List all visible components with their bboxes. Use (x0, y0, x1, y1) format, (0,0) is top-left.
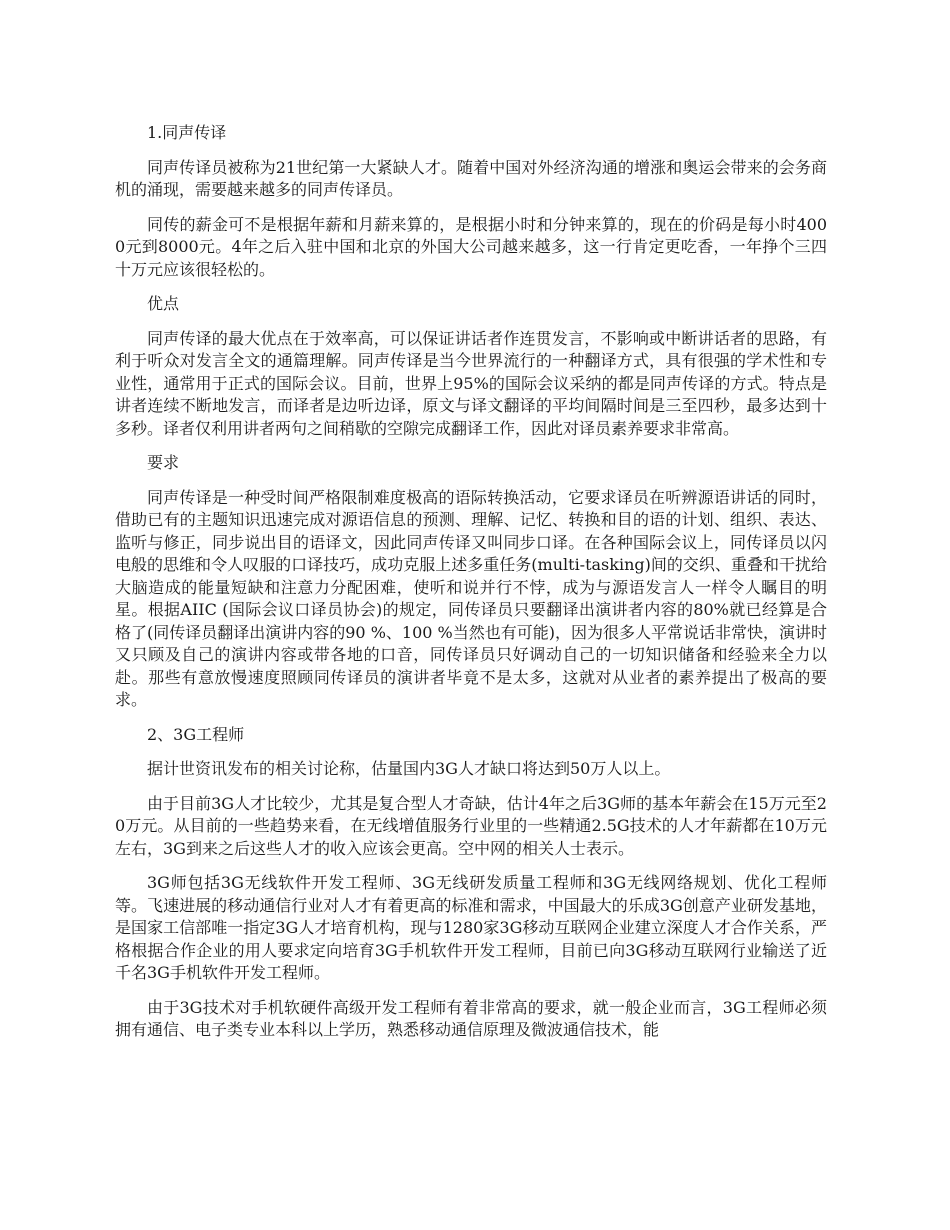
paragraph: 据计世资讯发布的相关讨论称，估量国内3G人才缺口将达到50万人以上。 (147, 759, 671, 778)
paragraph: 由于3G技术对手机软硬件高级开发工程师有着非常高的要求，就一般企业而言，3G工程师必须拥有通信、电子类专业本科以上学历，熟悉移动通信原理及微波通信技术，能 (115, 997, 827, 1039)
paragraph: 同声传译的最大优点在于效率高，可以保证讲话者作连贯发言，不影响或中断讲话者的思路，有利于听众对发言全文的通篇理解。同声传译是当今世界流行的一种翻译方式，具有很强的学术性和专业性，通常用于正式的国际会议。目前，世界上95%的国际会议采纳的都是同声传译的方式。特点是讲者连续不断地发言，而译者是边听边译，原文与译文翻译的平均间隔时间是三至四秒，最多达到十多秒。译者仅利用讲者两句之间稍歇的空隙完成翻译工作，因此对译员素养要求非常高。 (115, 328, 827, 438)
paragraph: 同传的薪金可不是根据年薪和月薪来算的，是根据小时和分钟来算的，现在的价码是每小时4000元到8000元。4年之后入驻中国和北京的外国大公司越来越多，这一行肯定更吃香，一年挣个三四十万元应该很轻松的。 (115, 214, 827, 279)
paragraph: 由于目前3G人才比较少，尤其是复合型人才奇缺，估计4年之后3G师的基本年薪会在15万元至20万元。从目前的一些趋势来看，在无线增值服务行业里的一些精通2.5G技术的人才年薪都在10万元左右，3G到来之后这些人才的收入应该会更高。空中网的相关人士表示。 (115, 793, 827, 858)
paragraph: 同声传译员被称为21世纪第一大紧缺人才。随着中国对外经济沟通的增涨和奥运会带来的会务商机的涌现，需要越来越多的同声传译员。 (115, 157, 827, 199)
paragraph: 同声传译是一种受时间严格限制难度极高的语际转换活动，它要求译员在听辨源语讲话的同时，借助已有的主题知识迅速完成对源语信息的预测、理解、记忆、转换和目的语的计划、组织、表达、监听与修正，同步说出目的语译文，因此同声传译又叫同步口译。在各种国际会议上，同传译员以闪电般的思维和令人叹服的口译技巧，成功克服上述多重任务(multi-tasking)间的交织、重叠和干扰给大脑造成的能量短缺和注意力分配困难，使听和说并行不悖，成为与源语发言人一样令人瞩目的明星。根据AIIC (国际会议口译员协会)的规定，同传译员只要翻译出演讲者内容的80%就已经算是合格了(同传译员翻译出演讲内容的90 %、100 %当然也有可能)，因为很多人平常说话非常快，演讲时又只顾及自己的演讲内容或带各地的口音，同传译员只好调动自己的一切知识储备和经验来全力以赴。那些有意放慢速度照顾同传译员的演讲者毕竟不是太多，这就对从业者的素养提出了极高的要求。 (115, 487, 827, 709)
section-heading-advantages: 优点 (147, 294, 180, 313)
section-heading-interpretation: 1.同声传译 (147, 123, 227, 142)
paragraph: 3G师包括3G无线软件开发工程师、3G无线研发质量工程师和3G无线网络规划、优化工程师等。飞速进展的移动通信行业对人才有着更高的标准和需求，中国最大的乐成3G创意产业研发基地，是国家工信部唯一指定3G人才培育机构，现与1280家3G移动互联网企业建立深度人才合作关系，严格根据合作企业的用人要求定向培育3G手机软件开发工程师，目前已向3G移动互联网行业输送了近千名3G手机软件开发工程师。 (115, 873, 827, 982)
section-heading-3g-engineer: 2、3G工程师 (147, 724, 245, 744)
section-heading-requirements: 要求 (147, 453, 180, 472)
document-page (115, 122, 827, 1054)
